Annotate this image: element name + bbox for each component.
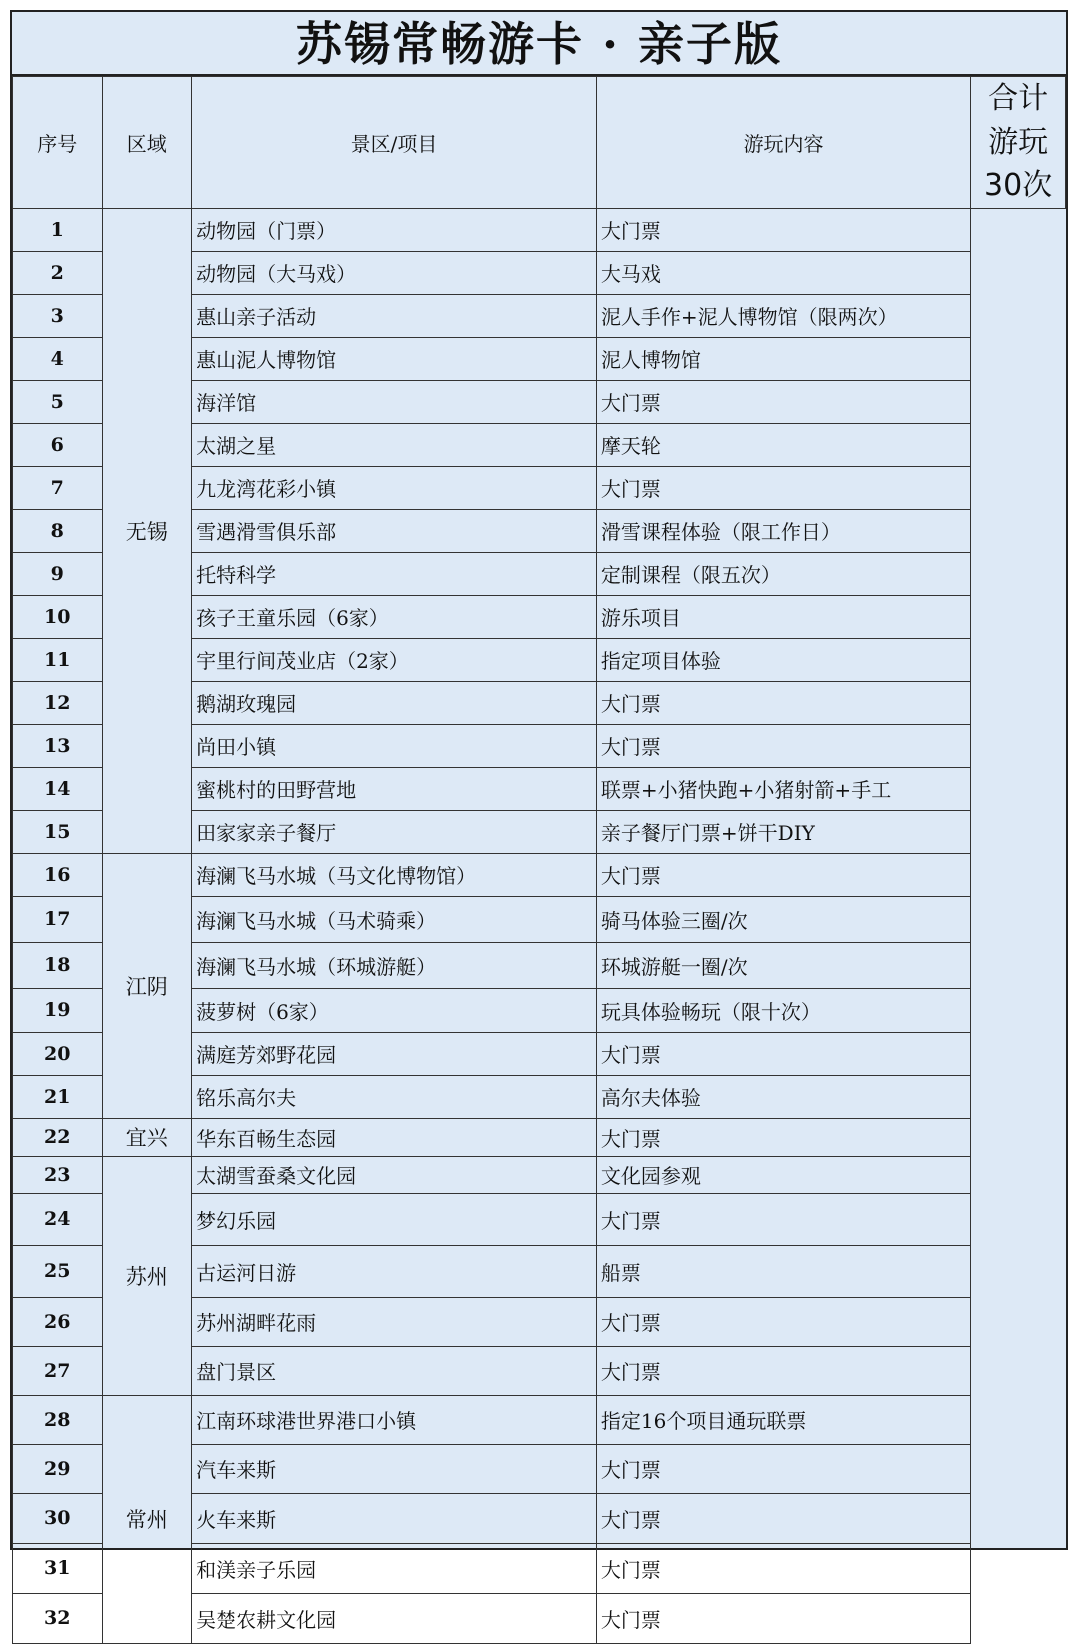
site-name: 梦幻乐园 xyxy=(192,1193,597,1245)
row-number: 32 xyxy=(13,1593,103,1643)
row-number: 3 xyxy=(13,294,103,337)
site-name: 蜜桃村的田野营地 xyxy=(192,767,597,810)
row-number: 4 xyxy=(13,337,103,380)
play-content: 大门票 xyxy=(596,1297,970,1346)
table-row xyxy=(13,853,1066,896)
row-number: 12 xyxy=(13,681,103,724)
row-number: 20 xyxy=(13,1032,103,1075)
table-body xyxy=(13,208,1066,1643)
site-name: 火车来斯 xyxy=(192,1493,597,1543)
row-number: 23 xyxy=(13,1156,103,1193)
page-title: 苏锡常畅游卡 · 亲子版 xyxy=(12,12,1066,76)
play-content: 大门票 xyxy=(596,681,970,724)
row-number: 30 xyxy=(13,1493,103,1543)
play-content: 船票 xyxy=(596,1245,970,1297)
play-content: 联票+小猪快跑+小猪射箭+手工 xyxy=(596,767,970,810)
play-content: 指定项目体验 xyxy=(596,638,970,681)
play-content: 滑雪课程体验（限工作日） xyxy=(596,509,970,552)
site-name: 田家家亲子餐厅 xyxy=(192,810,597,853)
site-name: 海澜飞马水城（环城游艇） xyxy=(192,942,597,988)
row-number: 26 xyxy=(13,1297,103,1346)
row-number: 15 xyxy=(13,810,103,853)
site-name: 铭乐高尔夫 xyxy=(192,1075,597,1118)
site-name: 惠山亲子活动 xyxy=(192,294,597,337)
play-content: 玩具体验畅玩（限十次） xyxy=(596,988,970,1032)
site-name: 雪遇滑雪俱乐部 xyxy=(192,509,597,552)
row-number: 8 xyxy=(13,509,103,552)
play-content: 大门票 xyxy=(596,208,970,251)
region-cell: 无锡 xyxy=(102,208,192,853)
site-name: 满庭芳郊野花园 xyxy=(192,1032,597,1075)
row-number: 22 xyxy=(13,1118,103,1156)
site-name: 海洋馆 xyxy=(192,380,597,423)
site-name: 古运河日游 xyxy=(192,1245,597,1297)
play-content: 大门票 xyxy=(596,853,970,896)
site-name: 菠萝树（6家） xyxy=(192,988,597,1032)
total-plays-text: 合计 游玩 30次 xyxy=(984,81,1053,203)
table-row xyxy=(13,208,1066,251)
row-number: 24 xyxy=(13,1193,103,1245)
row-number: 16 xyxy=(13,853,103,896)
play-content: 大门票 xyxy=(596,1032,970,1075)
play-content: 亲子餐厅门票+饼干DIY xyxy=(596,810,970,853)
site-name: 苏州湖畔花雨 xyxy=(192,1297,597,1346)
row-number: 9 xyxy=(13,552,103,595)
play-content: 大门票 xyxy=(596,1193,970,1245)
table-row xyxy=(13,1156,1066,1193)
site-name: 惠山泥人博物馆 xyxy=(192,337,597,380)
play-content: 游乐项目 xyxy=(596,595,970,638)
play-content: 大门票 xyxy=(596,1493,970,1543)
play-content: 大马戏 xyxy=(596,251,970,294)
row-number: 17 xyxy=(13,896,103,942)
play-content: 大门票 xyxy=(596,1593,970,1643)
total-plays-note xyxy=(971,77,1066,209)
play-content: 文化园参观 xyxy=(596,1156,970,1193)
site-name: 尚田小镇 xyxy=(192,724,597,767)
play-content: 泥人手作+泥人博物馆（限两次） xyxy=(596,294,970,337)
site-name: 吴楚农耕文化园 xyxy=(192,1593,597,1643)
row-number: 10 xyxy=(13,595,103,638)
site-name: 动物园（门票） xyxy=(192,208,597,251)
row-number: 31 xyxy=(13,1543,103,1593)
site-name: 汽车来斯 xyxy=(192,1444,597,1493)
site-name: 华东百畅生态园 xyxy=(192,1118,597,1156)
row-number: 19 xyxy=(13,988,103,1032)
row-number: 11 xyxy=(13,638,103,681)
site-name: 九龙湾花彩小镇 xyxy=(192,466,597,509)
site-name: 和渼亲子乐园 xyxy=(192,1543,597,1593)
play-content: 大门票 xyxy=(596,1444,970,1493)
attractions-table xyxy=(12,76,1066,1644)
row-number: 2 xyxy=(13,251,103,294)
site-name: 盘门景区 xyxy=(192,1346,597,1395)
table-header-row xyxy=(13,77,1066,209)
region-cell: 常州 xyxy=(102,1395,192,1643)
play-content: 大门票 xyxy=(596,724,970,767)
header-site: 景区/项目 xyxy=(192,77,597,209)
play-content: 定制课程（限五次） xyxy=(596,552,970,595)
row-number: 13 xyxy=(13,724,103,767)
header-content: 游玩内容 xyxy=(596,77,970,209)
play-content: 大门票 xyxy=(596,380,970,423)
region-cell: 宜兴 xyxy=(102,1118,192,1156)
play-content: 大门票 xyxy=(596,1118,970,1156)
region-cell: 苏州 xyxy=(102,1156,192,1395)
row-number: 1 xyxy=(13,208,103,251)
site-name: 孩子王童乐园（6家） xyxy=(192,595,597,638)
site-name: 海澜飞马水城（马术骑乘） xyxy=(192,896,597,942)
site-name: 太湖之星 xyxy=(192,423,597,466)
header-region: 区域 xyxy=(102,77,192,209)
row-number: 14 xyxy=(13,767,103,810)
row-number: 5 xyxy=(13,380,103,423)
table-row xyxy=(13,1395,1066,1444)
site-name: 海澜飞马水城（马文化博物馆） xyxy=(192,853,597,896)
site-name: 动物园（大马戏） xyxy=(192,251,597,294)
table-row xyxy=(13,1118,1066,1156)
play-content: 骑马体验三圈/次 xyxy=(596,896,970,942)
site-name: 宇里行间茂业店（2家） xyxy=(192,638,597,681)
site-name: 江南环球港世界港口小镇 xyxy=(192,1395,597,1444)
site-name: 托特科学 xyxy=(192,552,597,595)
region-cell: 江阴 xyxy=(102,853,192,1118)
row-number: 29 xyxy=(13,1444,103,1493)
row-number: 25 xyxy=(13,1245,103,1297)
header-no: 序号 xyxy=(13,77,103,209)
row-number: 28 xyxy=(13,1395,103,1444)
play-content: 大门票 xyxy=(596,1543,970,1593)
row-number: 27 xyxy=(13,1346,103,1395)
play-content: 摩天轮 xyxy=(596,423,970,466)
row-number: 21 xyxy=(13,1075,103,1118)
play-content: 泥人博物馆 xyxy=(596,337,970,380)
site-name: 太湖雪蚕桑文化园 xyxy=(192,1156,597,1193)
row-number: 7 xyxy=(13,466,103,509)
play-content: 高尔夫体验 xyxy=(596,1075,970,1118)
pass-table-sheet xyxy=(10,10,1068,1632)
play-content: 大门票 xyxy=(596,1346,970,1395)
row-number: 6 xyxy=(13,423,103,466)
site-name: 鹅湖玫瑰园 xyxy=(192,681,597,724)
play-content: 大门票 xyxy=(596,466,970,509)
row-number: 18 xyxy=(13,942,103,988)
play-content: 指定16个项目通玩联票 xyxy=(596,1395,970,1444)
play-content: 环城游艇一圈/次 xyxy=(596,942,970,988)
